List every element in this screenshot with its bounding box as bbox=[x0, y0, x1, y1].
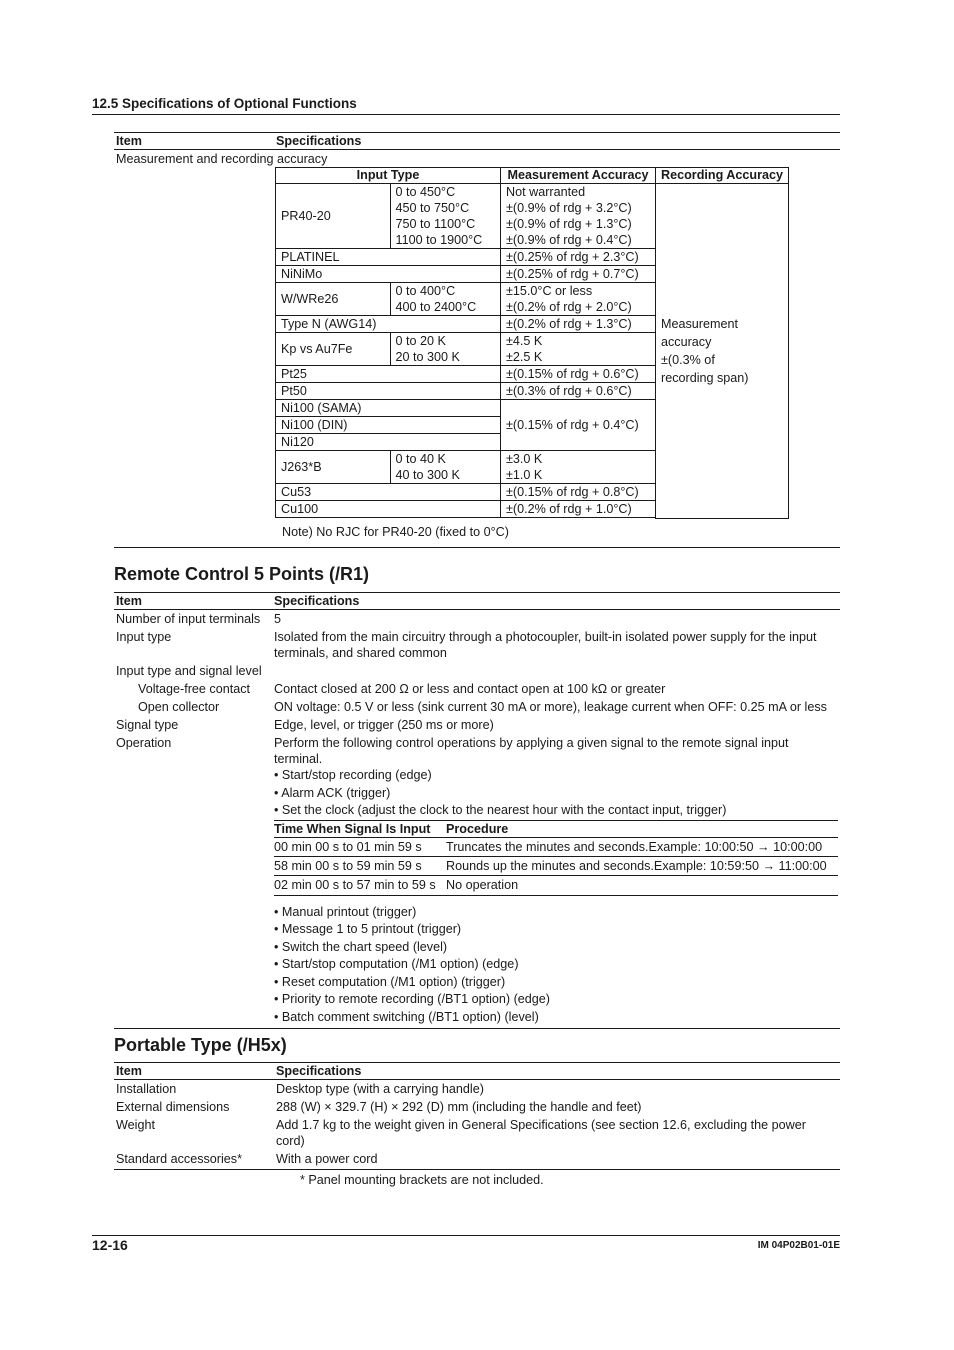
accuracy-grid-wrap bbox=[275, 167, 789, 519]
ni-accuracy: ±(0.15% of rdg + 0.4°C) bbox=[501, 400, 656, 451]
accuracy-row-label: Measurement and recording accuracy bbox=[116, 152, 328, 166]
col-spec-header: Specifications bbox=[274, 133, 840, 150]
ninimo-accuracy: ±(0.25% of rdg + 0.7°C) bbox=[501, 266, 656, 283]
kp-accuracy bbox=[501, 333, 656, 366]
cu53-accuracy: ±(0.15% of rdg + 0.8°C) bbox=[501, 484, 656, 501]
col-spec-header: Specifications bbox=[272, 593, 840, 610]
range: 0 to 450°C bbox=[395, 185, 456, 199]
col-spec-header: Specifications bbox=[274, 1063, 840, 1080]
range: 0 to 20 K bbox=[395, 334, 446, 348]
accuracy: ±(0.9% of rdg + 1.3°C) bbox=[506, 217, 632, 231]
input-ni100-din: Ni100 (DIN) bbox=[276, 417, 501, 434]
procedure-cell: No operation bbox=[446, 875, 838, 895]
accuracy: ±(0.9% of rdg + 3.2°C) bbox=[506, 201, 632, 215]
spec-value: 288 (W) × 329.7 (H) × 292 (D) mm (including the handle and feet) bbox=[276, 1100, 642, 1114]
h-recording-accuracy: Recording Accuracy bbox=[656, 168, 789, 184]
input-pt50: Pt50 bbox=[276, 383, 501, 400]
accuracy: ±1.0 K bbox=[506, 468, 543, 482]
range: 20 to 300 K bbox=[395, 350, 460, 364]
platinel-accuracy: ±(0.25% of rdg + 2.3°C) bbox=[501, 249, 656, 266]
input-wwre26: W/WRe26 bbox=[276, 283, 391, 316]
list-item: • Start/stop computation (/M1 option) (edge) bbox=[274, 957, 519, 971]
item-label: Number of input terminals bbox=[116, 612, 261, 626]
portable-footnote: * Panel mounting brackets are not included. bbox=[300, 1173, 544, 1187]
spec-value: With a power cord bbox=[274, 1150, 840, 1170]
accuracy-note: Note) No RJC for PR40-20 (fixed to 0°C) bbox=[282, 525, 509, 539]
footer-rule bbox=[92, 1235, 840, 1236]
kp-ranges bbox=[390, 333, 500, 366]
range: 450 to 750°C bbox=[395, 201, 470, 215]
type-n-accuracy: ±(0.2% of rdg + 1.3°C) bbox=[501, 316, 656, 333]
list-item: • Manual printout (trigger) bbox=[274, 904, 417, 919]
rec-line: recording span) bbox=[661, 370, 749, 385]
time-cell: 58 min 00 s to 59 min 59 s bbox=[274, 856, 446, 875]
procedure-cell: Rounds up the minutes and seconds.Example: 10:59:50 → 11:00:00 bbox=[446, 856, 838, 875]
rec-line: accuracy bbox=[661, 334, 712, 349]
spec-value: Contact closed at 200 Ω or less and contact open at 100 kΩ or greater bbox=[274, 682, 666, 696]
item-label: Operation bbox=[114, 734, 272, 1029]
range: 0 to 400°C bbox=[395, 284, 456, 298]
rec-line: Measurement bbox=[661, 316, 738, 331]
input-ninimo: NiNiMo bbox=[276, 266, 501, 283]
list-item: • Batch comment switching (/BT1 option) (level) bbox=[274, 1009, 539, 1024]
range: 750 to 1100°C bbox=[395, 217, 476, 231]
list-item: • Set the clock (adjust the clock to the nearest hour with the contact input, trigger) bbox=[274, 803, 727, 817]
pr40-ranges bbox=[390, 184, 500, 249]
list-item: • Priority to remote recording (/BT1 option) (edge) bbox=[274, 992, 550, 1006]
h-measurement-accuracy: Measurement Accuracy bbox=[501, 168, 656, 184]
accuracy: Not warranted bbox=[506, 185, 586, 199]
h-input-type: Input Type bbox=[276, 168, 501, 184]
operation-list-2 bbox=[274, 904, 838, 1027]
col-item-header: Item bbox=[114, 133, 274, 150]
range: 400 to 2400°C bbox=[395, 300, 477, 314]
spec-value: ON voltage: 0.5 V or less (sink current 30 mA or more), leakage current when OFF: 0.25 mA or less bbox=[274, 700, 827, 714]
procedure-cell: Truncates the minutes and seconds.Example: 10:00:50 → 10:00:00 bbox=[446, 837, 838, 856]
spec-value: Desktop type (with a carrying handle) bbox=[276, 1082, 484, 1096]
running-head: 12.5 Specifications of Optional Functions bbox=[92, 96, 840, 115]
recording-accuracy-cell bbox=[656, 184, 789, 519]
h-procedure: Procedure bbox=[446, 820, 838, 837]
spec-value: 5 bbox=[274, 612, 282, 626]
list-item: • Switch the chart speed (level) bbox=[274, 939, 448, 954]
operation-list-1 bbox=[274, 767, 838, 820]
input-j263b: J263*B bbox=[276, 451, 391, 484]
list-item: • Alarm ACK (trigger) bbox=[274, 785, 391, 800]
portable-section-title: Portable Type (/H5x) bbox=[114, 1035, 287, 1055]
input-pr40: PR40-20 bbox=[276, 184, 391, 249]
item-label: Weight bbox=[116, 1118, 155, 1132]
col-item-header: Item bbox=[114, 593, 272, 610]
accuracy: ±3.0 K bbox=[506, 452, 543, 466]
j263b-ranges bbox=[390, 451, 500, 484]
item-label: Installation bbox=[116, 1082, 177, 1096]
input-type-n: Type N (AWG14) bbox=[276, 316, 501, 333]
input-ni120: Ni120 bbox=[276, 434, 501, 451]
time-cell: 00 min 00 s to 01 min 59 s bbox=[274, 837, 446, 856]
time-cell: 02 min 00 s to 57 min to 59 s bbox=[274, 875, 446, 895]
range: 0 to 40 K bbox=[395, 452, 446, 466]
pt50-accuracy: ±(0.3% of rdg + 0.6°C) bbox=[501, 383, 656, 400]
range: 1100 to 1900°C bbox=[395, 233, 483, 247]
col-item-header: Item bbox=[114, 1063, 274, 1080]
input-cu100: Cu100 bbox=[276, 501, 501, 518]
page-number: 12-16 bbox=[92, 1237, 128, 1253]
list-item: • Reset computation (/M1 option) (trigger) bbox=[274, 974, 506, 989]
spec-value: Edge, level, or trigger (250 ms or more) bbox=[274, 718, 494, 732]
operation-cell bbox=[272, 734, 840, 1029]
pt25-accuracy: ±(0.15% of rdg + 0.6°C) bbox=[501, 366, 656, 383]
list-item: • Message 1 to 5 printout (trigger) bbox=[274, 922, 462, 936]
input-kp: Kp vs Au7Fe bbox=[276, 333, 391, 366]
remote-spec-table bbox=[114, 592, 840, 1029]
spec-value: Isolated from the main circuitry through a photocoupler, built-in isolated power supply for the input terminals, and shared common bbox=[274, 630, 817, 660]
cu100-accuracy: ±(0.2% of rdg + 1.0°C) bbox=[501, 501, 656, 518]
item-label: Open collector bbox=[138, 700, 220, 714]
item-label: Input type and signal level bbox=[116, 664, 262, 678]
accuracy: ±(0.2% of rdg + 2.0°C) bbox=[506, 300, 632, 314]
input-ni100-sama: Ni100 (SAMA) bbox=[276, 400, 501, 417]
pr40-accuracy bbox=[501, 184, 656, 249]
input-cu53: Cu53 bbox=[276, 484, 501, 501]
wwre26-accuracy bbox=[501, 283, 656, 316]
accuracy: ±2.5 K bbox=[506, 350, 543, 364]
clock-procedure-table bbox=[274, 820, 838, 896]
remote-section-title: Remote Control 5 Points (/R1) bbox=[114, 564, 370, 584]
rec-line: ±(0.3% of bbox=[661, 352, 715, 367]
spec-value bbox=[272, 662, 840, 680]
document-id: IM 04P02B01-01E bbox=[757, 1240, 840, 1251]
item-label: Voltage-free contact bbox=[138, 682, 251, 696]
h-time: Time When Signal Is Input bbox=[274, 820, 446, 837]
operation-intro: Perform the following control operations by applying a given signal to the remote signal input terminal. bbox=[274, 736, 789, 766]
accuracy: ±4.5 K bbox=[506, 334, 543, 348]
wwre26-ranges bbox=[390, 283, 500, 316]
input-platinel: PLATINEL bbox=[276, 249, 501, 266]
accuracy: ±15.0°C or less bbox=[506, 284, 593, 298]
input-pt25: Pt25 bbox=[276, 366, 501, 383]
list-item: • Start/stop recording (edge) bbox=[274, 768, 432, 782]
spec-value: Add 1.7 kg to the weight given in General Specifications (see section 12.6, excluding the power cord) bbox=[276, 1118, 806, 1148]
item-label: External dimensions bbox=[116, 1100, 230, 1114]
j263b-accuracy bbox=[501, 451, 656, 484]
item-label: Standard accessories* bbox=[114, 1150, 274, 1170]
accuracy: ±(0.9% of rdg + 0.4°C) bbox=[506, 233, 632, 247]
accuracy-grid bbox=[275, 167, 789, 519]
range: 40 to 300 K bbox=[395, 468, 460, 482]
item-label: Input type bbox=[116, 630, 172, 644]
portable-spec-table bbox=[114, 1062, 840, 1170]
item-label: Signal type bbox=[116, 718, 179, 732]
